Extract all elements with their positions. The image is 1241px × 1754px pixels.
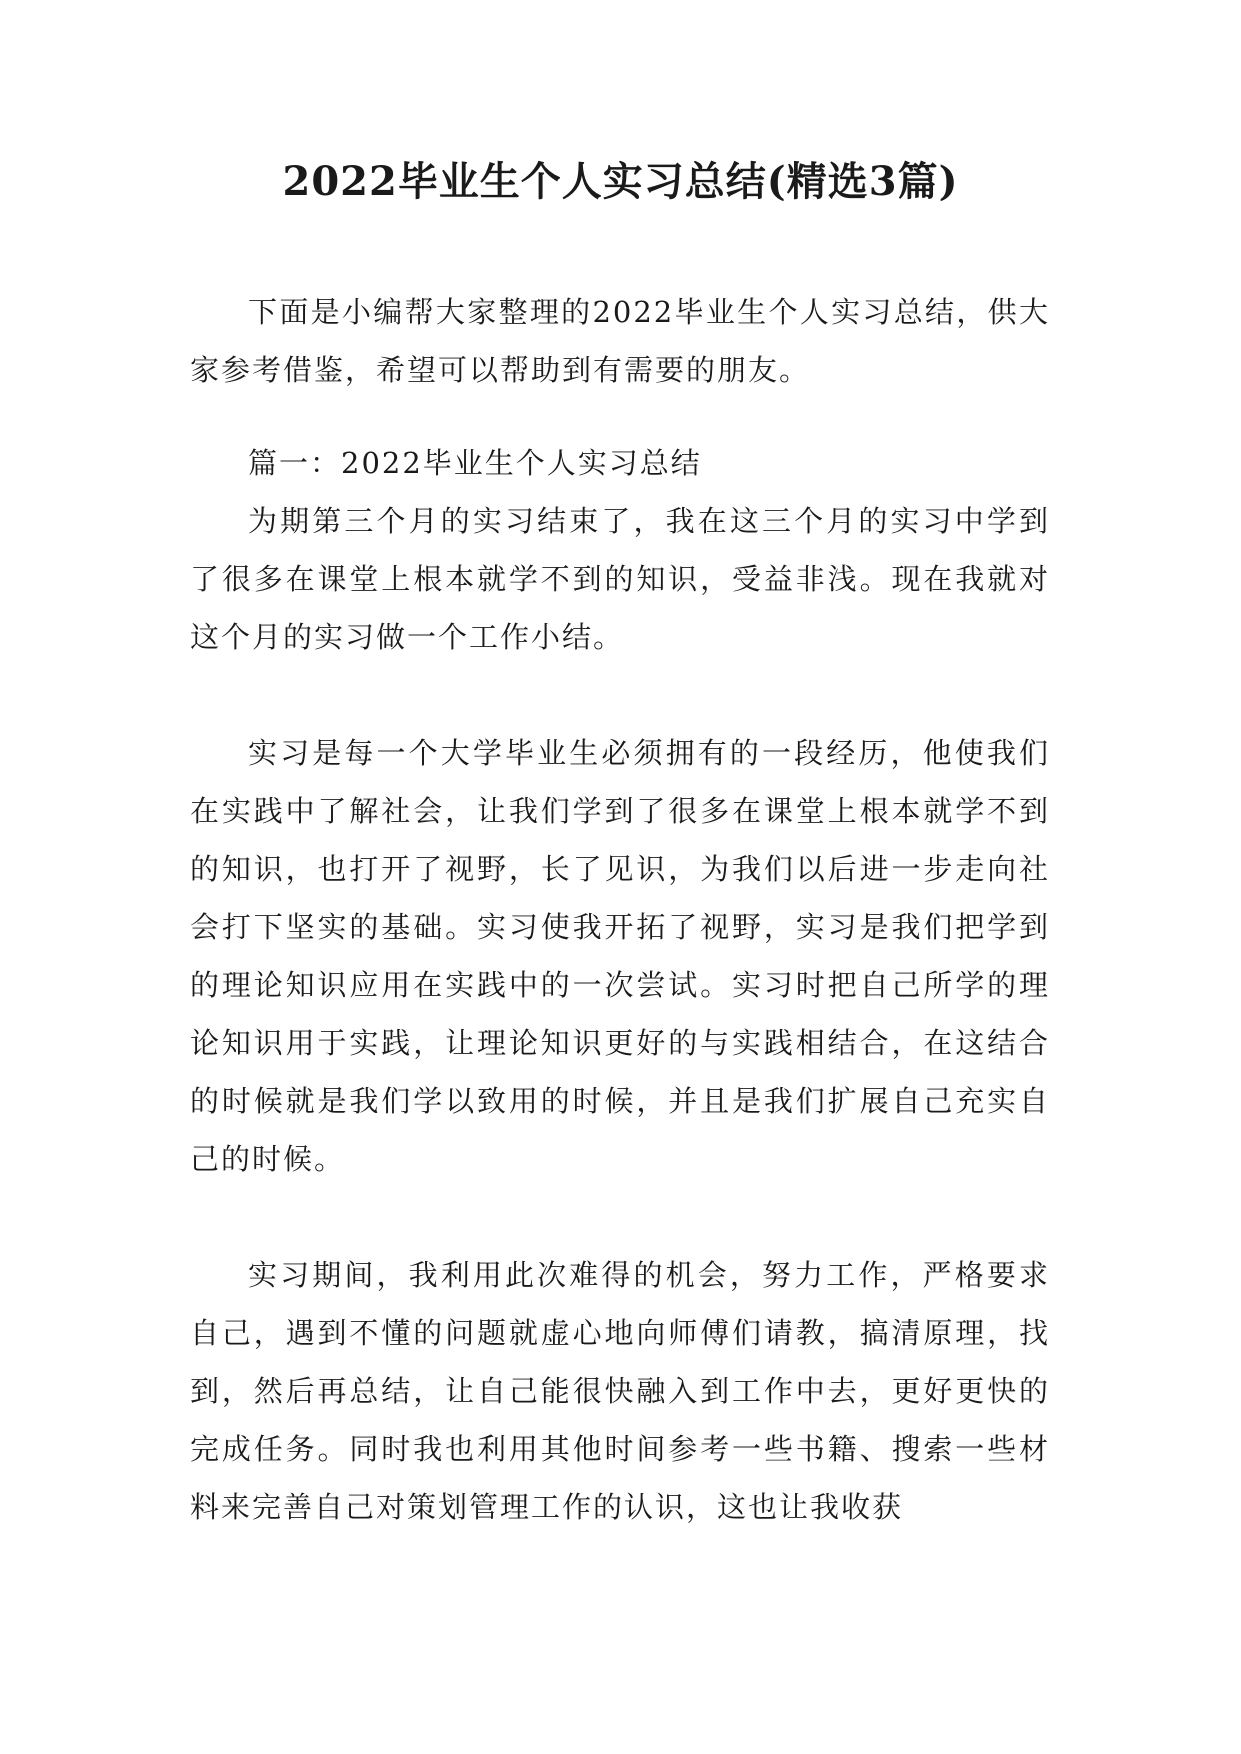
spacer — [190, 399, 1050, 434]
body-paragraph-3: 实习期间，我利用此次难得的机会，努力工作，严格要求自己，遇到不懂的问题就虚心地向师傅们请教，搞清原理，找到，然后再总结，让自己能很快融入到工作中去，更好更快的完成任务。同时我也利用其他时间参考一些书籍、搜索一些材料来完善自己对策划管理工作的认识，这也让我收获 — [190, 1258, 1050, 1524]
spacer — [190, 1188, 1050, 1246]
body-paragraph-1: 为期第三个月的实习结束了，我在这三个月的实习中学到了很多在课堂上根本就学不到的知识，受益非浅。现在我就对这个月的实习做一个工作小结。 — [190, 504, 1050, 654]
document-body — [190, 283, 1050, 1536]
spacer — [190, 666, 1050, 724]
intro-paragraph: 下面是小编帮大家整理的2022毕业生个人实习总结，供大家参考借鉴，希望可以帮助到有需要的朋友。 — [190, 295, 1050, 387]
section-heading: 篇一：2022毕业生个人实习总结 — [248, 446, 702, 480]
body-paragraph-2: 实习是每一个大学毕业生必须拥有的一段经历，他使我们在实践中了解社会，让我们学到了很多在课堂上根本就学不到的知识，也打开了视野，长了见识，为我们以后进一步走向社会打下坚实的基础。实习使我开拓了视野，实习是我们把学到的理论知识应用在实践中的一次尝试。实习时把自己所学的理论知识用于实践，让理论知识更好的与实践相结合，在这结合的时候就是我们学以致用的时候，并且是我们扩展自己充实自己的时候。 — [190, 736, 1050, 1176]
document-title: 2022毕业生个人实习总结(精选3篇) — [282, 158, 959, 205]
